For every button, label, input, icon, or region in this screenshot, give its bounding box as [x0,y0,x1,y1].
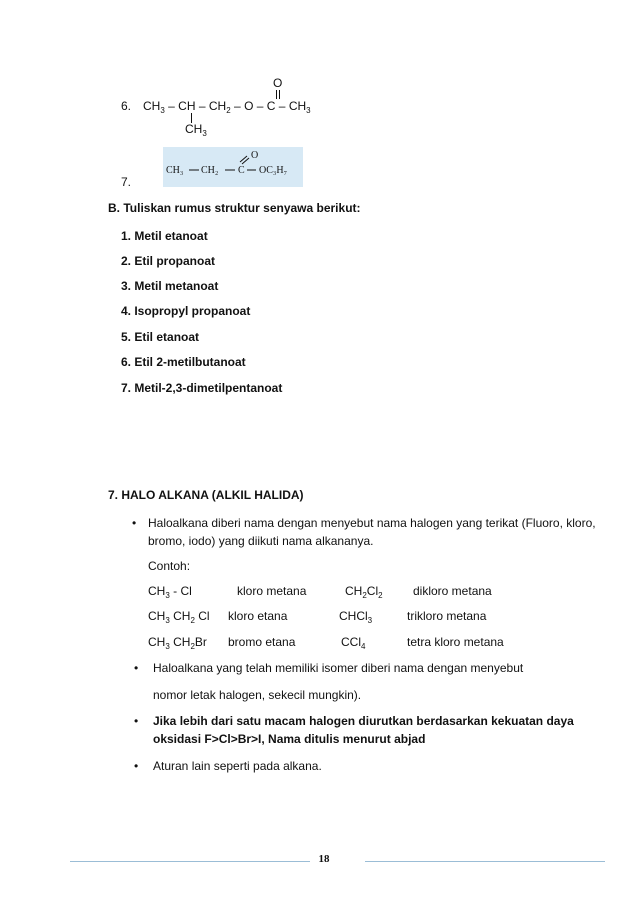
list-item: 5. Etil etanoat [121,330,200,344]
formula-c: C [238,165,245,176]
bullet-1-line-1: Haloalkana diberi nama dengan menyebut nama halogen yang terikat (Fluoro, kloro, [148,516,596,530]
bullet-3-line-2: oksidasi F>Cl>Br>I, Nama ditulis menurut abjad [153,732,426,746]
formula-branch: $CH_3$ [185,122,207,138]
contoh-label: Contoh: [148,559,191,573]
bullet-icon: • [132,516,137,530]
formula-oc3h7: OC₃H₇ [259,165,288,176]
example-formula: $CH_2Cl_2$ [345,584,383,600]
list-item: 3. Metil metanoat [121,279,219,293]
example-formula: $CH_3$ $CH_2$ Cl [148,609,210,625]
item-7-number: 7. [121,175,132,189]
list-item: 2. Etil propanoat [121,254,216,268]
list-item: 1. Metil etanoat [121,229,208,243]
bullet-2-line-1: Haloalkana yang telah memiliki isomer diberi nama dengan menyebut [153,661,524,675]
example-name: kloro metana [237,584,307,598]
bullet-icon: • [134,759,139,773]
formula-ch2: CH₂ [201,165,219,176]
footer-rule-left [70,861,310,862]
double-bond-line-2 [279,90,280,99]
double-bond-line-1 [276,90,277,99]
example-name: tetra kloro metana [407,635,504,649]
carbonyl-oxygen: O [273,76,283,90]
formula-o-top: O [251,150,259,161]
item-7-formula-image [163,147,303,187]
example-formula: $CH_3$ - Cl [148,584,192,600]
section-7-heading: 7. HALO ALKANA (ALKIL HALIDA) [108,488,304,502]
formula-main-chain: $CH_3$ – CH – $CH_2$ – O – C – $CH_3$ [143,99,311,115]
formula-ch3: CH₃ [166,165,184,176]
bullet-3-line-1: Jika lebih dari satu macam halogen diurutkan berdasarkan kekuatan daya [153,714,574,728]
bullet-2-line-2: nomor letak halogen, sekecil mungkin). [153,688,362,702]
example-formula: CCl$_4$ [341,635,366,651]
section-b-heading: B. Tuliskan rumus struktur senyawa berikut: [108,201,361,215]
list-item: 4. Isopropyl propanoat [121,304,251,318]
example-formula: $CH_3$ $CH_2Br$ [148,635,207,651]
example-name: bromo etana [228,635,296,649]
list-item: 6. Etil 2-metilbutanoat [121,355,246,369]
bullet-icon: • [134,661,139,675]
example-name: dikloro metana [413,584,492,598]
page-number: 18 [318,853,330,865]
example-name: trikloro metana [407,609,487,623]
footer-rule-right [365,861,605,862]
bullet-1-line-2: bromo, iodo) yang diikuti nama alkananya. [148,534,374,548]
list-item: 7. Metil-2,3-dimetilpentanoat [121,381,283,395]
item-number: 6. [121,99,132,113]
example-name: kloro etana [228,609,288,623]
bullet-4: Aturan lain seperti pada alkana. [153,759,322,773]
bullet-icon: • [134,714,139,728]
example-formula: CHCl$_3$ [339,609,373,625]
